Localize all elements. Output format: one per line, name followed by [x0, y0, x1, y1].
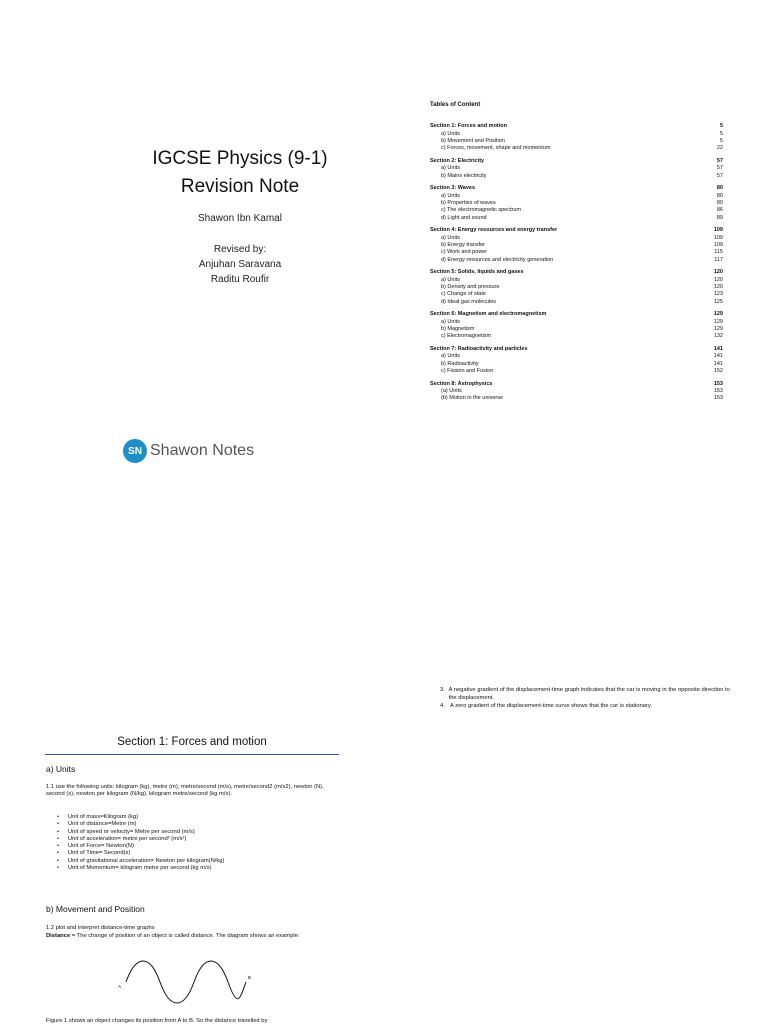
- toc-item-label: a) Units: [441, 130, 460, 137]
- toc-body: [430, 123, 723, 402]
- bullet-text: Unit of speed or velocity= Metre per second (m/s): [68, 828, 195, 835]
- toc-section-group: [430, 269, 723, 305]
- toc-item-page: 115: [714, 249, 723, 256]
- section-title: Section 1: Forces and motion: [117, 736, 267, 748]
- notes-list: [440, 686, 730, 711]
- toc-item-label: c) Electromagnetism: [441, 333, 492, 340]
- toc-item[interactable]: [430, 395, 723, 402]
- distance-definition: [46, 933, 341, 940]
- toc-item-page: 123: [713, 291, 723, 298]
- toc-item-page: 80: [716, 192, 723, 199]
- toc-item-label: b) Energy transfer: [441, 241, 486, 248]
- toc-item[interactable]: [430, 235, 723, 242]
- toc-item[interactable]: [430, 207, 723, 214]
- toc-item[interactable]: [430, 165, 723, 172]
- toc-section-title: Section 7: Radioactivity and particles: [430, 346, 528, 353]
- toc-section-entry[interactable]: [430, 185, 723, 192]
- toc-section-page: 80: [716, 185, 723, 192]
- bullet-icon: •: [57, 814, 60, 820]
- toc-item-page: 132: [713, 333, 723, 340]
- toc-item-label: c) The electromagnetic spectrum: [441, 207, 521, 214]
- list-item: [57, 821, 224, 828]
- toc-section-page: 109: [713, 227, 723, 234]
- toc-item-page: 86: [716, 207, 723, 214]
- toc-section-group: [430, 311, 723, 340]
- wave-diagram: [110, 958, 260, 1006]
- toc-item-label: a) Units: [441, 353, 460, 360]
- toc-section-title: Section 1: Forces and motion: [430, 123, 508, 130]
- toc-item[interactable]: [430, 145, 723, 152]
- movement-subtitle: b) Movement and Position: [46, 904, 145, 914]
- toc-section-entry[interactable]: [430, 123, 723, 130]
- toc-section-group: [430, 123, 723, 152]
- toc-item-label: b) Magnetism: [441, 325, 475, 332]
- toc-item-page: 125: [713, 298, 723, 305]
- distance-text: = The change of position of an object is called distance. The diagram shows an example:: [70, 933, 300, 939]
- toc-item-label: (b) Motion in the universe: [441, 395, 504, 402]
- toc-section-entry[interactable]: [430, 227, 723, 234]
- toc-section-group: [430, 227, 723, 263]
- toc-section-entry[interactable]: [430, 311, 723, 318]
- bullet-icon: •: [57, 865, 60, 872]
- toc-section-title: Section 2: Electricity: [430, 157, 485, 164]
- units-subtitle: a) Units: [46, 764, 76, 774]
- toc-item-page: 89: [716, 214, 723, 221]
- list-item: [57, 843, 224, 850]
- toc-item-page: 141: [713, 360, 723, 367]
- wave-end-label: B: [248, 975, 252, 980]
- figure-caption: Figure 1 shows an object changes its position from A to B. So the distance travelled by: [46, 1018, 268, 1024]
- distance-label: Distance: [46, 933, 71, 939]
- bullet-text: Unit of mass=Kilogram (kg): [68, 814, 139, 820]
- bullet-text: Unit of Momentum= kilogram metre per second (kg m/s): [68, 865, 212, 872]
- toc-item-page: 109: [713, 241, 723, 248]
- list-item: [57, 858, 224, 865]
- toc-item[interactable]: [430, 257, 723, 264]
- list-item: [440, 686, 730, 702]
- toc-item-label: d) Light and sound: [441, 214, 487, 221]
- bullet-icon: •: [57, 821, 60, 828]
- toc-section-page: 153: [713, 380, 723, 387]
- toc-section-title: Section 5: Solids, liquids and gases: [430, 269, 524, 276]
- toc-item-page: 109: [713, 234, 723, 241]
- toc-item-label: b) Properties of waves: [441, 199, 496, 206]
- toc-section-group: [430, 346, 723, 375]
- movement-intro: 1.2 plot and interpret distance-time graphs: [46, 925, 155, 931]
- toc-item-page: 129: [713, 318, 723, 325]
- bullet-icon: •: [57, 835, 60, 842]
- reviser-2: Raditu Roufir: [210, 274, 270, 285]
- bullet-text: Unit of Time= Second(s): [68, 850, 131, 857]
- toc-item-page: 129: [713, 325, 723, 332]
- toc-item-label: b) Mains electricity: [441, 172, 487, 179]
- toc-section-group: [430, 381, 723, 403]
- note-number: 4.: [440, 703, 445, 710]
- toc-item-page: 57: [716, 165, 723, 172]
- toc-item-label: a) Units: [441, 234, 460, 241]
- toc-item[interactable]: [430, 173, 723, 180]
- toc-section-title: Section 3: Waves: [430, 185, 476, 192]
- revised-by-block: [60, 242, 420, 287]
- toc-item-page: 117: [714, 256, 723, 263]
- sn-logo-icon: SN: [123, 439, 147, 463]
- toc-item-page: 120: [713, 283, 723, 290]
- toc-item[interactable]: [430, 319, 723, 326]
- toc-item-page: 152: [713, 367, 723, 374]
- bullet-icon: •: [57, 843, 60, 850]
- bullet-icon: •: [57, 828, 60, 835]
- list-item: [57, 836, 224, 843]
- bullet-icon: •: [57, 850, 60, 857]
- shawon-notes-logo: [123, 438, 254, 464]
- toc-section-title: Section 8: Astrophysics: [430, 380, 493, 387]
- toc-item[interactable]: [430, 326, 723, 333]
- toc-section-entry[interactable]: [430, 158, 723, 165]
- toc-item-page: 120: [713, 276, 723, 283]
- section-divider: [45, 754, 339, 755]
- toc-item-label: c) Fission and Fusion: [441, 367, 494, 374]
- toc-item-label: b) Movement and Position: [441, 137, 505, 144]
- toc-item[interactable]: [430, 131, 723, 138]
- toc-item-page: 80: [716, 199, 723, 206]
- toc-section-page: 120: [713, 269, 723, 276]
- table-of-contents: [430, 102, 723, 408]
- toc-item[interactable]: [430, 138, 723, 145]
- toc-item[interactable]: [430, 249, 723, 256]
- toc-item[interactable]: [430, 333, 723, 340]
- toc-item[interactable]: [430, 200, 723, 207]
- toc-item-label: d) Ideal gas molecules: [441, 298, 497, 305]
- toc-item-page: 57: [716, 172, 723, 179]
- toc-section-entry[interactable]: [430, 269, 723, 276]
- bullet-icon: •: [57, 857, 60, 864]
- toc-section-page: 5: [719, 123, 723, 130]
- toc-item-label: b) Radioactivity: [441, 360, 479, 367]
- toc-item-page: 22: [716, 145, 723, 152]
- toc-item-page: 141: [713, 353, 723, 360]
- toc-item-page: 153: [713, 388, 723, 394]
- bullet-text: Unit of acceleration= metre per second² (m/s²): [68, 835, 187, 842]
- revised-label: Revised by:: [213, 244, 267, 255]
- toc-item[interactable]: [430, 277, 723, 284]
- toc-section-group: [430, 158, 723, 180]
- bullet-text: Unit of distance=Metre (m): [68, 821, 137, 828]
- toc-section-page: 129: [713, 311, 723, 318]
- note-text: A zero gradient of the displacement-time curve shows that the car is stationary.: [450, 703, 652, 710]
- reviser-1: Anjuhan Saravana: [198, 259, 282, 270]
- toc-section-title: Section 6: Magnetism and electromagnetism: [430, 311, 547, 318]
- toc-item-label: b) Density and pressure: [441, 283, 500, 290]
- list-item: [57, 865, 224, 872]
- logo-name: Shawon Notes: [150, 442, 255, 459]
- cover-author: Shawon Ibn Kamal: [198, 213, 282, 224]
- toc-item[interactable]: [430, 388, 723, 395]
- list-item: [440, 702, 730, 710]
- bullet-text: Unit of Force= Newton(N): [68, 843, 134, 850]
- toc-item[interactable]: [430, 361, 723, 368]
- note-number: 3.: [440, 687, 445, 693]
- toc-item[interactable]: [430, 299, 723, 306]
- note-text: A negative gradient of the displacement-time graph indicates that the car is moving in the opposite direction to the displacement.: [448, 687, 730, 702]
- toc-section-page: 141: [713, 346, 723, 353]
- toc-item-label: c) Forces, movement, shape and momentum: [441, 145, 551, 152]
- toc-section-group: [430, 185, 723, 221]
- toc-item[interactable]: [430, 193, 723, 200]
- wave-start-label: A: [118, 984, 122, 989]
- toc-section-page: 57: [716, 157, 723, 164]
- list-item: [57, 814, 224, 821]
- toc-item[interactable]: [430, 368, 723, 375]
- toc-section-title: Section 4: Energy resources and energy transfer: [430, 227, 558, 234]
- toc-item-page: 153: [713, 395, 723, 402]
- toc-item[interactable]: [430, 242, 723, 249]
- units-intro: 1.1 use the following units: kilogram (kg), metre (m), metre/second (m/s), metre/second2 (m/s2), newton (N), second (s), newton per kilogram (N/kg), kilogram metre/second (kg m/s).: [46, 784, 324, 798]
- toc-item-label: a) Units: [441, 192, 460, 199]
- toc-item[interactable]: [430, 284, 723, 291]
- list-item: [57, 850, 224, 857]
- toc-heading: Tables of Content: [430, 102, 481, 108]
- toc-item-label: a) Units: [441, 165, 460, 172]
- toc-item-label: a) Units: [441, 318, 460, 325]
- toc-item-label: d) Energy resources and electricity generation: [441, 256, 554, 263]
- toc-section-entry[interactable]: [430, 381, 723, 388]
- toc-item-label: (a) Units: [441, 388, 462, 394]
- cover-title-line1: IGCSE Physics (9-1): [152, 148, 328, 169]
- toc-item-page: 5: [719, 137, 723, 144]
- toc-section-entry[interactable]: [430, 346, 723, 353]
- list-item: [57, 829, 224, 836]
- cover-title-line2: Revision Note: [180, 176, 300, 197]
- toc-item[interactable]: [430, 353, 723, 360]
- toc-item-page: 5: [719, 130, 723, 137]
- toc-item-label: a) Units: [441, 276, 460, 283]
- toc-item-label: c) Work and power: [441, 249, 488, 256]
- toc-item[interactable]: [430, 215, 723, 222]
- toc-item[interactable]: [430, 291, 723, 298]
- bullet-text: Unit of gravitational acceleration= Newton per kilogram(N/kg): [68, 857, 225, 864]
- units-bullet-list: [57, 814, 224, 872]
- toc-item-label: c) Change of state: [441, 291, 486, 298]
